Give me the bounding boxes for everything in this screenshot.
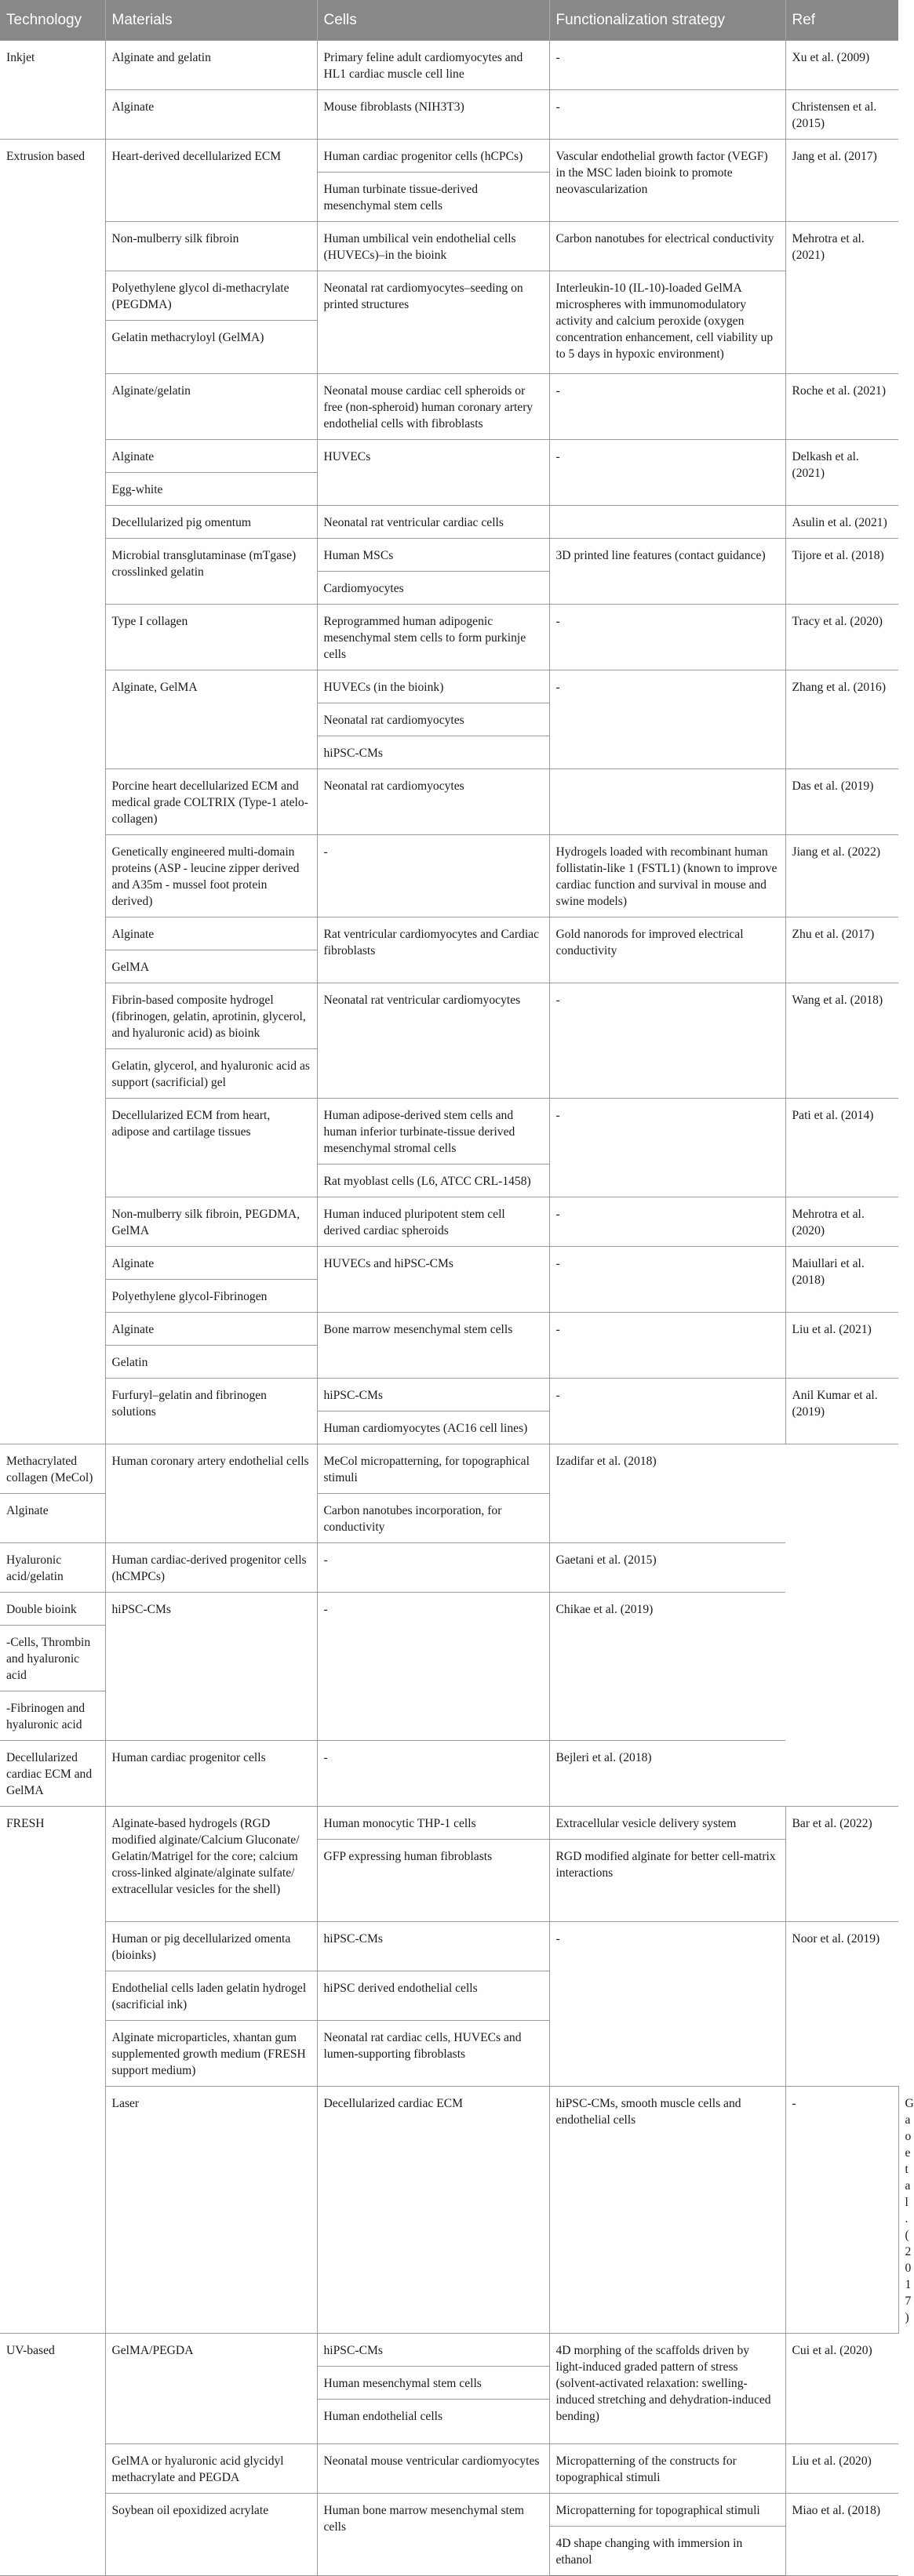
- table-row: [0, 605, 898, 670]
- materials-cell: Alginate microparticles, xhantan gum supplemented growth medium (FRESH support medium): [105, 2021, 317, 2087]
- table-row: [0, 1313, 898, 1346]
- materials-cell: Endothelial cells laden gelatin hydrogel (sacrificial ink): [105, 1971, 317, 2021]
- functionalization-cell: Carbon nanotubes incorporation, for conductivity: [317, 1494, 549, 1543]
- functionalization-cell: -: [549, 440, 785, 506]
- materials-cell: Gelatin methacryloyl (GelMA): [105, 321, 317, 374]
- functionalization-cell: -: [549, 605, 785, 670]
- functionalization-cell: [549, 769, 785, 835]
- table-row: [0, 1444, 898, 1494]
- materials-cell: -Cells, Thrombin and hyaluronic acid: [0, 1626, 105, 1691]
- table-row: [0, 917, 898, 950]
- functionalization-cell: Extracellular vesicle delivery system: [549, 1807, 785, 1840]
- ref-cell: Cui et al. (2020): [785, 2334, 898, 2444]
- cells-cell: hiPSC-CMs: [317, 736, 549, 769]
- functionalization-cell: 4D morphing of the scaffolds driven by light-induced graded pattern of stress (solvent-activated relaxation: swelling-induced stretching and dehydration-induced bending): [549, 2334, 785, 2444]
- cells-cell: hiPSC derived endothelial cells: [317, 1971, 549, 2021]
- ref-cell: Delkash et al. (2021): [785, 440, 898, 506]
- cells-cell: HUVECs: [317, 440, 549, 506]
- materials-cell: Alginate: [105, 440, 317, 473]
- ref-cell: Liu et al. (2021): [785, 1313, 898, 1379]
- materials-cell: Heart-derived decellularized ECM: [105, 140, 317, 222]
- table-row: [0, 1379, 898, 1412]
- materials-cell: Polyethylene glycol di-methacrylate (PEGDMA): [105, 271, 317, 321]
- ref-cell: Zhang et al. (2016): [785, 670, 898, 769]
- header-technology: Technology: [0, 0, 105, 41]
- materials-cell: Alginate: [105, 1247, 317, 1280]
- technology-cell: Inkjet: [0, 41, 105, 140]
- functionalization-cell: -: [549, 374, 785, 440]
- materials-cell: Alginate: [105, 90, 317, 140]
- functionalization-cell: Hydrogels loaded with recombinant human follistatin-like 1 (FSTL1) (known to improve cardiac function and survival in mouse and swine models): [549, 835, 785, 917]
- functionalization-cell: -: [549, 41, 785, 90]
- materials-cell: Alginate: [105, 917, 317, 950]
- ref-cell: Roche et al. (2021): [785, 374, 898, 440]
- table-row: [0, 1922, 898, 1971]
- materials-cell: Alginate: [105, 1313, 317, 1346]
- materials-cell: Alginate-based hydrogels (RGD modified alginate/Calcium Gluconate/ Gelatin/Matrigel for the core; calcium cross-linked alginate/alginate sulfate/ extracellular vesicles for the shell): [105, 1807, 317, 1922]
- ref-cell: Mehrotra et al. (2021): [785, 222, 898, 374]
- ref-cell: Xu et al. (2009): [785, 41, 898, 90]
- ref-cell: Tijore et al. (2018): [785, 539, 898, 605]
- header-cells: Cells: [317, 0, 549, 41]
- ref-cell: Zhu et al. (2017): [785, 917, 898, 983]
- cells-cell: Human coronary artery endothelial cells: [105, 1444, 317, 1543]
- materials-cell: GelMA/PEGDA: [105, 2334, 317, 2444]
- table-row: [0, 222, 898, 271]
- header-functionalization-strategy: Functionalization strategy: [549, 0, 785, 41]
- ref-cell: Pati et al. (2014): [785, 1099, 898, 1197]
- technology-cell: UV-based: [0, 2334, 105, 2576]
- cells-cell: HUVECs (in the bioink): [317, 670, 549, 703]
- cells-cell: Human adipose-derived stem cells and human inferior turbinate-tissue derived mesenchymal stromal cells: [317, 1099, 549, 1164]
- materials-cell: Human or pig decellularized omenta (bioinks): [105, 1922, 317, 1971]
- ref-cell: Tracy et al. (2020): [785, 605, 898, 670]
- functionalization-cell: MeCol micropatterning, for topographical stimuli: [317, 1444, 549, 1494]
- cells-cell: Neonatal rat cardiomyocytes–seeding on printed structures: [317, 271, 549, 374]
- table-row: [0, 1247, 898, 1280]
- functionalization-cell: -: [549, 1313, 785, 1379]
- table-row: [0, 2334, 898, 2367]
- table-row: [0, 271, 898, 321]
- ref-cell: Asulin et al. (2021): [785, 506, 898, 539]
- table-row: [0, 506, 898, 539]
- table-header-row: [0, 0, 898, 41]
- functionalization-cell: 3D printed line features (contact guidance): [549, 539, 785, 605]
- ref-cell: Anil Kumar et al. (2019): [785, 1379, 898, 1444]
- table-row: [0, 1593, 898, 1626]
- cells-cell: Neonatal rat cardiomyocytes: [317, 769, 549, 835]
- ref-cell: Das et al. (2019): [785, 769, 898, 835]
- ref-cell: Gaetani et al. (2015): [549, 1543, 785, 1593]
- cells-cell: Cardiomyocytes: [317, 572, 549, 605]
- functionalization-cell: -: [549, 1197, 785, 1247]
- cells-cell: Human endothelial cells: [317, 2400, 549, 2444]
- cells-cell: Neonatal rat cardiomyocytes: [317, 703, 549, 736]
- materials-cell: Double bioink: [0, 1593, 105, 1626]
- ref-cell: Jiang et al. (2022): [785, 835, 898, 917]
- materials-cell: Methacrylated collagen (MeCol): [0, 1444, 105, 1494]
- cells-cell: HUVECs and hiPSC-CMs: [317, 1247, 549, 1313]
- materials-cell: Fibrin-based composite hydrogel (fibrinogen, gelatin, aprotinin, glycerol, and hyaluronic acid) as bioink: [105, 983, 317, 1049]
- functionalization-cell: [549, 506, 785, 539]
- cells-cell: Human cardiac progenitor cells: [105, 1741, 317, 1807]
- cells-cell: Neonatal rat cardiac cells, HUVECs and lumen-supporting fibroblasts: [317, 2021, 549, 2087]
- technology-cell: Extrusion based: [0, 140, 105, 1444]
- table-row: [0, 1197, 898, 1247]
- ref-cell: Maiullari et al. (2018): [785, 1247, 898, 1313]
- cells-cell: Rat myoblast cells (L6, ATCC CRL-1458): [317, 1164, 549, 1197]
- table-row: [0, 1741, 898, 1807]
- functionalization-cell: -: [549, 1247, 785, 1313]
- table-row: [0, 1543, 898, 1593]
- cells-cell: hiPSC-CMs: [317, 1922, 549, 1971]
- functionalization-cell: Gold nanorods for improved electrical conductivity: [549, 917, 785, 983]
- cells-cell: Human turbinate tissue-derived mesenchymal stem cells: [317, 173, 549, 222]
- table-row: [0, 769, 898, 835]
- header-ref: Ref: [785, 0, 898, 41]
- cells-cell: Rat ventricular cardiomyocytes and Cardiac fibroblasts: [317, 917, 549, 983]
- cells-cell: Human bone marrow mesenchymal stem cells: [317, 2494, 549, 2576]
- materials-cell: GelMA: [105, 950, 317, 983]
- cells-cell: Human induced pluripotent stem cell derived cardiac spheroids: [317, 1197, 549, 1247]
- materials-cell: Porcine heart decellularized ECM and medical grade COLTRIX (Type-1 atelo-collagen): [105, 769, 317, 835]
- table-row: [0, 440, 898, 473]
- materials-cell: Alginate/gelatin: [105, 374, 317, 440]
- cells-cell: Human monocytic THP-1 cells: [317, 1807, 549, 1840]
- materials-cell: Decellularized ECM from heart, adipose and cartilage tissues: [105, 1099, 317, 1197]
- cells-cell: Bone marrow mesenchymal stem cells: [317, 1313, 549, 1379]
- functionalization-cell: Micropatterning for topographical stimuli: [549, 2494, 785, 2527]
- functionalization-cell: -: [317, 1593, 549, 1741]
- functionalization-cell: -: [549, 983, 785, 1099]
- cells-cell: -: [317, 835, 549, 917]
- cells-cell: Neonatal mouse cardiac cell spheroids or free (non-spheroid) human coronary artery endothelial cells with fibroblasts: [317, 374, 549, 440]
- functionalization-cell: Micropatterning of the constructs for topographical stimuli: [549, 2444, 785, 2494]
- functionalization-cell: Interleukin-10 (IL-10)-loaded GelMA microspheres with immunomodulatory activity and calcium peroxide (oxygen concentration enhancement, cell viability up to 5 days in hypoxic environment): [549, 271, 785, 374]
- ref-cell: Noor et al. (2019): [785, 1922, 898, 2087]
- ref-cell: Christensen et al. (2015): [785, 90, 898, 140]
- cells-cell: Primary feline adult cardiomyocytes and HL1 cardiac muscle cell line: [317, 41, 549, 90]
- materials-cell: Decellularized cardiac ECM: [317, 2087, 549, 2334]
- cells-cell: Human cardiac progenitor cells (hCPCs): [317, 140, 549, 173]
- cells-cell: hiPSC-CMs: [317, 1379, 549, 1412]
- technology-cell: FRESH: [0, 1807, 105, 2334]
- functionalization-cell: -: [549, 90, 785, 140]
- ref-cell: Izadifar et al. (2018): [549, 1444, 785, 1543]
- ref-cell: Wang et al. (2018): [785, 983, 898, 1099]
- cells-cell: Mouse fibroblasts (NIH3T3): [317, 90, 549, 140]
- materials-cell: Type I collagen: [105, 605, 317, 670]
- functionalization-cell: -: [785, 2087, 898, 2334]
- cells-cell: Human cardiomyocytes (AC16 cell lines): [317, 1412, 549, 1444]
- materials-cell: Furfuryl–gelatin and fibrinogen solutions: [105, 1379, 317, 1444]
- functionalization-cell: RGD modified alginate for better cell-matrix interactions: [549, 1840, 785, 1922]
- ref-cell: Bejleri et al. (2018): [549, 1741, 785, 1807]
- ref-cell: Liu et al. (2020): [785, 2444, 898, 2494]
- materials-cell: Microbial transglutaminase (mTgase) crosslinked gelatin: [105, 539, 317, 605]
- materials-cell: Genetically engineered multi-domain proteins (ASP - leucine zipper derived and A35m - mussel foot protein derived): [105, 835, 317, 917]
- header-materials: Materials: [105, 0, 317, 41]
- technology-cell: Laser: [105, 2087, 317, 2334]
- materials-cell: Alginate: [0, 1494, 105, 1543]
- table-row: [0, 539, 898, 572]
- table-row: [0, 374, 898, 440]
- ref-cell: Miao et al. (2018): [785, 2494, 898, 2576]
- table-row: [0, 670, 898, 703]
- cells-cell: Neonatal rat ventricular cardiomyocytes: [317, 983, 549, 1099]
- table-row: [0, 983, 898, 1049]
- table-row: [0, 41, 898, 90]
- table-row: [0, 140, 898, 173]
- cells-cell: Human MSCs: [317, 539, 549, 572]
- materials-cell: Hyaluronic acid/gelatin: [0, 1543, 105, 1593]
- cells-cell: Human cardiac-derived progenitor cells (hCMPCs): [105, 1543, 317, 1593]
- functionalization-cell: -: [549, 670, 785, 769]
- ref-cell: Jang et al. (2017): [785, 140, 898, 222]
- functionalization-cell: -: [549, 1379, 785, 1444]
- cells-cell: Reprogrammed human adipogenic mesenchymal stem cells to form purkinje cells: [317, 605, 549, 670]
- cells-cell: Human umbilical vein endothelial cells (HUVECs)–in the bioink: [317, 222, 549, 271]
- functionalization-cell: 4D shape changing with immersion in ethanol: [549, 2527, 785, 2576]
- materials-cell: -Fibrinogen and hyaluronic acid: [0, 1691, 105, 1741]
- cells-cell: Human mesenchymal stem cells: [317, 2367, 549, 2400]
- cells-cell: Neonatal mouse ventricular cardiomyocytes: [317, 2444, 549, 2494]
- functionalization-cell: -: [549, 1099, 785, 1197]
- materials-cell: Alginate, GelMA: [105, 670, 317, 769]
- table-row: Laser Decellularized cardiac ECM hiPSC-CMs, smooth muscle cells and endothelial cells - Gao et al. (2017): [0, 2087, 898, 2334]
- materials-cell: Polyethylene glycol-Fibrinogen: [105, 1280, 317, 1313]
- materials-cell: Decellularized cardiac ECM and GelMA: [0, 1741, 105, 1807]
- materials-cell: Alginate and gelatin: [105, 41, 317, 90]
- materials-cell: Decellularized pig omentum: [105, 506, 317, 539]
- functionalization-cell: Vascular endothelial growth factor (VEGF) in the MSC laden bioink to promote neovascularization: [549, 140, 785, 222]
- materials-cell: Gelatin: [105, 1346, 317, 1379]
- table-row: [0, 90, 898, 140]
- materials-cell: GelMA or hyaluronic acid glycidyl methacrylate and PEGDA: [105, 2444, 317, 2494]
- table-row: [0, 1807, 898, 1840]
- table-row: [0, 1099, 898, 1164]
- functionalization-cell: -: [317, 1741, 549, 1807]
- materials-cell: Non-mulberry silk fibroin, PEGDMA, GelMA: [105, 1197, 317, 1247]
- table-row: [0, 835, 898, 917]
- ref-cell: Mehrotra et al. (2020): [785, 1197, 898, 1247]
- functionalization-cell: Carbon nanotubes for electrical conductivity: [549, 222, 785, 271]
- functionalization-cell: -: [317, 1543, 549, 1593]
- table-row: [0, 2444, 898, 2494]
- ref-cell: Chikae et al. (2019): [549, 1593, 785, 1741]
- table-row: [0, 2494, 898, 2527]
- table-body: [0, 41, 914, 2576]
- functionalization-cell: -: [549, 1922, 785, 2087]
- materials-cell: Soybean oil epoxidized acrylate: [105, 2494, 317, 2576]
- cells-cell: GFP expressing human fibroblasts: [317, 1840, 549, 1922]
- ref-cell: Bar et al. (2022): [785, 1807, 898, 1922]
- materials-cell: Non-mulberry silk fibroin: [105, 222, 317, 271]
- cells-cell: hiPSC-CMs, smooth muscle cells and endothelial cells: [549, 2087, 785, 2334]
- cells-cell: hiPSC-CMs: [105, 1593, 317, 1741]
- materials-cell: Egg-white: [105, 473, 317, 506]
- cells-cell: Neonatal rat ventricular cardiac cells: [317, 506, 549, 539]
- cells-cell: hiPSC-CMs: [317, 2334, 549, 2367]
- materials-cell: Gelatin, glycerol, and hyaluronic acid as support (sacrificial) gel: [105, 1049, 317, 1099]
